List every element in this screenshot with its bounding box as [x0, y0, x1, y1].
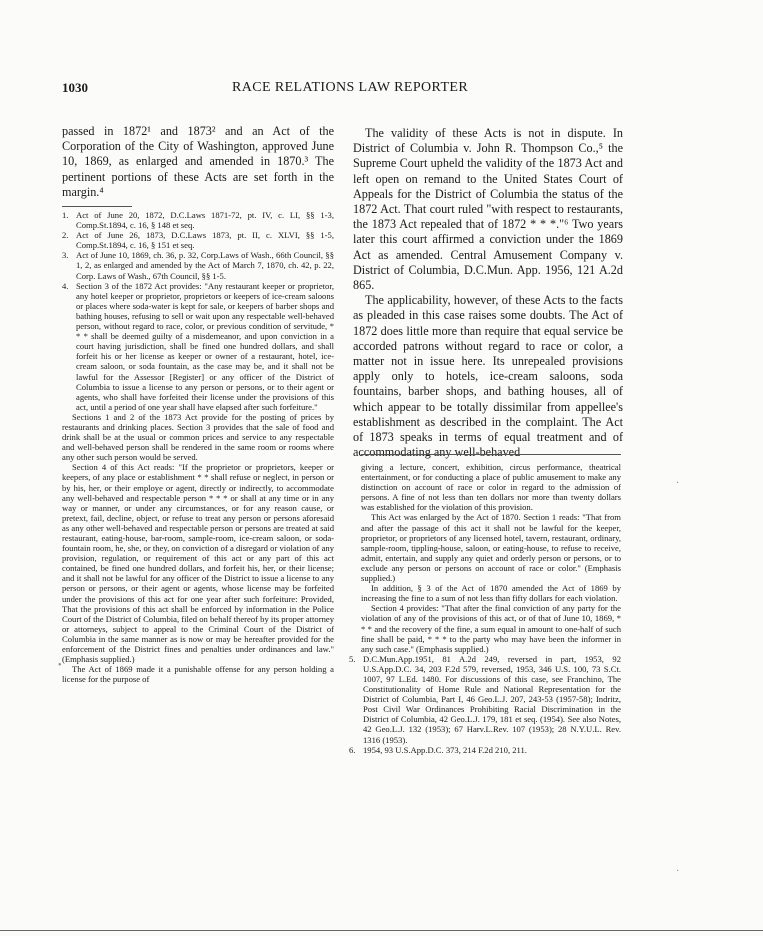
- footnote-4-continued: The Act of 1869 made it a punishable offense for any person holding a license for the purpose of: [62, 664, 334, 685]
- right-body-paragraph: The applicability, however, of these Acts to the facts as pleaded in this case raises some doubts. The Act of 1872 does little more than require that equal service be accorded patrons without regard to race or color, a matter not in issue here. Its unrepealed provisions apply only to hotels, ice-cream saloons, soda fountains, barber shops, and bathing houses, all of which appear to be totally dissimilar from appellee's establishment as described in the complaint. The Act of 1873 speaks in terms of equal treatment and of accommodating any well-behaved: [353, 293, 623, 460]
- footnote-4-continued: Section 4 provides: "That after the final conviction of any party for the violation of any of the provisions of this act, or of that of June 10, 1869, * * * and the recovery of the fine, a sum equal in amount to one-half of such fine shall be paid, * * * to the party who may have been the informer in any such case." (Emphasis supplied.): [361, 603, 621, 654]
- column-rule: [361, 454, 621, 455]
- footnote-4-continued: giving a lecture, concert, exhibition, circus performance, theatrical entertainment, or for conducting a place of public amusement to make any distinction on account of race or color in regard to the admission of persons. A fine of not less than ten dollars nor more than twenty dollars was established for the violation of this provision.: [361, 462, 621, 513]
- footnote-4-continued: In addition, § 3 of the Act of 1870 amended the Act of 1869 by increasing the fine to a sum of not less than fifty dollars for each violation.: [361, 583, 621, 604]
- right-footnotes: [349, 462, 621, 755]
- footnote-4-continued: Sections 1 and 2 of the 1873 Act provide for the posting of prices by restaurants and drinking places. Section 3 provides that the sale of food and drink shall be at the usual or common prices and service to any respectable and well-behaved person shall be rendered in the same room or rooms where any other such person would be served.: [62, 411, 334, 463]
- scan-speck: •: [58, 660, 62, 671]
- left-body-paragraph: passed in 1872¹ and 1873² and an Act of the Corporation of the City of Washington, approved June 10, 1869, as enlarged and amended in 1870.³ The pertinent portions of these Acts are set forth in the margin.⁴: [62, 124, 334, 199]
- left-footnotes: [62, 210, 334, 684]
- footnote-1: 1. Act of June 20, 1872, D.C.Laws 1871-72, pt. IV, c. LI, §§ 1-3, Comp.St.1894, c. 16, § 148 et seq.: [62, 210, 334, 231]
- footnote-4-continued: This Act was enlarged by the Act of 1870. Section 1 reads: "That from and after the passage of this act it shall not be lawful for the keeper, proprietor, or proprietors of any licensed hotel, tavern, restaurant, ordinary, sample-room, tippling-house, saloon, or eating-house, to refuse to receive, admit, entertain, and supply any quiet and orderly person or persons, or to exclude any person or persons on account of race or color." (Emphasis supplied.): [361, 512, 621, 584]
- scan-speck: ·: [676, 866, 680, 877]
- footnote-5: 5. D.C.Mun.App.1951, 81 A.2d 249, reversed in part, 1953, 92 U.S.App.D.C. 34, 203 F.2d 579, reversed, 1953, 346 U.S. 100, 73 S.Ct. 1007, 97 L.Ed. 1480. For discussions of this case, see Franchino, The Constitutionality of Home Rule and National Representation for the District of Columbia, Part I, 46 Geo.L.J. 207, 243-53 (1957-58); Indritz, Post Civil War Ordinances Prohibiting Racial Discrimination in the District of Columbia, 42 Geo.L.J. 179, 181 et seq. (1954). See also Notes, 42 Geo.L.J. 132 (1953); 67 Harv.L.Rev. 107 (1953); 28 N.Y.U.L. Rev. 1316 (1953).: [349, 653, 621, 745]
- page-header: [62, 80, 702, 100]
- footnote-4: 4. Section 3 of the 1872 Act provides: "Any restaurant keeper or proprietor, any hotel keeper or proprietor, proprietors or keepers of ice-cream saloons or places where soda-water is kept for sale, or keepers of barber shops and bathing houses, refusing to sell or wait upon any respectable well-behaved person, without regard to race, color, or previous condition of servitude, * * * shall be deemed guilty of a misdemeanor, and upon conviction in a court having jurisdiction, shall be fined one hundred dollars, and shall forfeit his or her license as keeper or owner of a restaurant, hotel, ice-cream saloon, or soda fountain, as the case may be, and it shall not be lawful for the Assessor [Register] or any officer of the District of Columbia to issue a license to any person or persons, or to their agent or agents, who shall have forfeited their license under the provisions of this act, until a period of one year shall have elapsed after such forfeiture.": [62, 280, 334, 412]
- footnote-3: 3. Act of June 10, 1869, ch. 36, p. 32, Corp.Laws of Wash., 66th Council, §§ 1, 2, as enlarged and amended by the Act of March 7, 1870, ch. 42, p. 22, Corp. Laws of Wash., 67th Council, §§ 1-5.: [62, 250, 334, 281]
- right-body-paragraph: The validity of these Acts is not in dispute. In District of Columbia v. John R. Thompson Co.,⁵ the Supreme Court upheld the validity of the 1873 Act and left open on remand to the United States Court of Appeals for the District of Columbia the status of the 1872 Act. That court ruled "with respect to restaurants, the 1873 Act repealed that of 1872 * * *."⁶ Two years later this court affirmed a conviction under the 1869 Act as amended. Central Amusement Company v. District of Columbia, D.C.Mun. App. 1956, 121 A.2d 865.: [353, 126, 623, 293]
- footnote-2: 2. Act of June 26, 1873, D.C.Laws 1873, pt. II, c. XLVI, §§ 1-5, Comp.St.1894, c. 16, § 151 et seq.: [62, 230, 334, 251]
- footnote-4-continued: Section 4 of this Act reads: "If the proprietor or proprietors, keeper or keepers, of any place or establishment * * shall refuse or neglect, in person or by his, her, or their employe or agent, directly or indirectly, to accommodate any well-behaved and respectable person * * * or shall at any time or in any way or manner, or under any circumstances, or for any reason cause, or pretext, fail, decline, object, or refuse to treat any person or persons aforesaid as any other well-behaved and respectable person or persons are treated at said restaurant, eating-house, bar-room, sample-room, ice-cream saloon, or soda-fountain room, he, she, or they, on conviction of a disregard or violation of any provision, regulation, or requirement of this act or any part of this act contained, be fined one hundred dollars, and forfeit his, her, or their license; and it shall not be lawful for any officer of the District to issue a license to any person or persons, or their agent or agents, whose license may be forfeited under the provisions of this act for one year after such forfeiture: Provided, That the provisions of this act shall be enforced by information in the Police Court of the District of Columbia, filed on behalf thereof by its proper attorney or attorneys, subject to appeal to the Criminal Court of the District of Columbia in the same manner as is now or may be hereafter provided for the enforcement of the District fines and penalties under ordinances and law." (Emphasis supplied.): [62, 462, 334, 665]
- page-bottom-rule: [0, 930, 763, 931]
- left-column: [62, 124, 334, 684]
- footnote-6: 6. 1954, 93 U.S.App.D.C. 373, 214 F.2d 210, 211.: [349, 744, 527, 755]
- journal-title: RACE RELATIONS LAW REPORTER: [232, 80, 469, 95]
- scan-speck: ·: [676, 478, 680, 489]
- footnote-rule: [62, 206, 132, 207]
- right-column: [353, 126, 623, 460]
- page-number: 1030: [62, 80, 88, 95]
